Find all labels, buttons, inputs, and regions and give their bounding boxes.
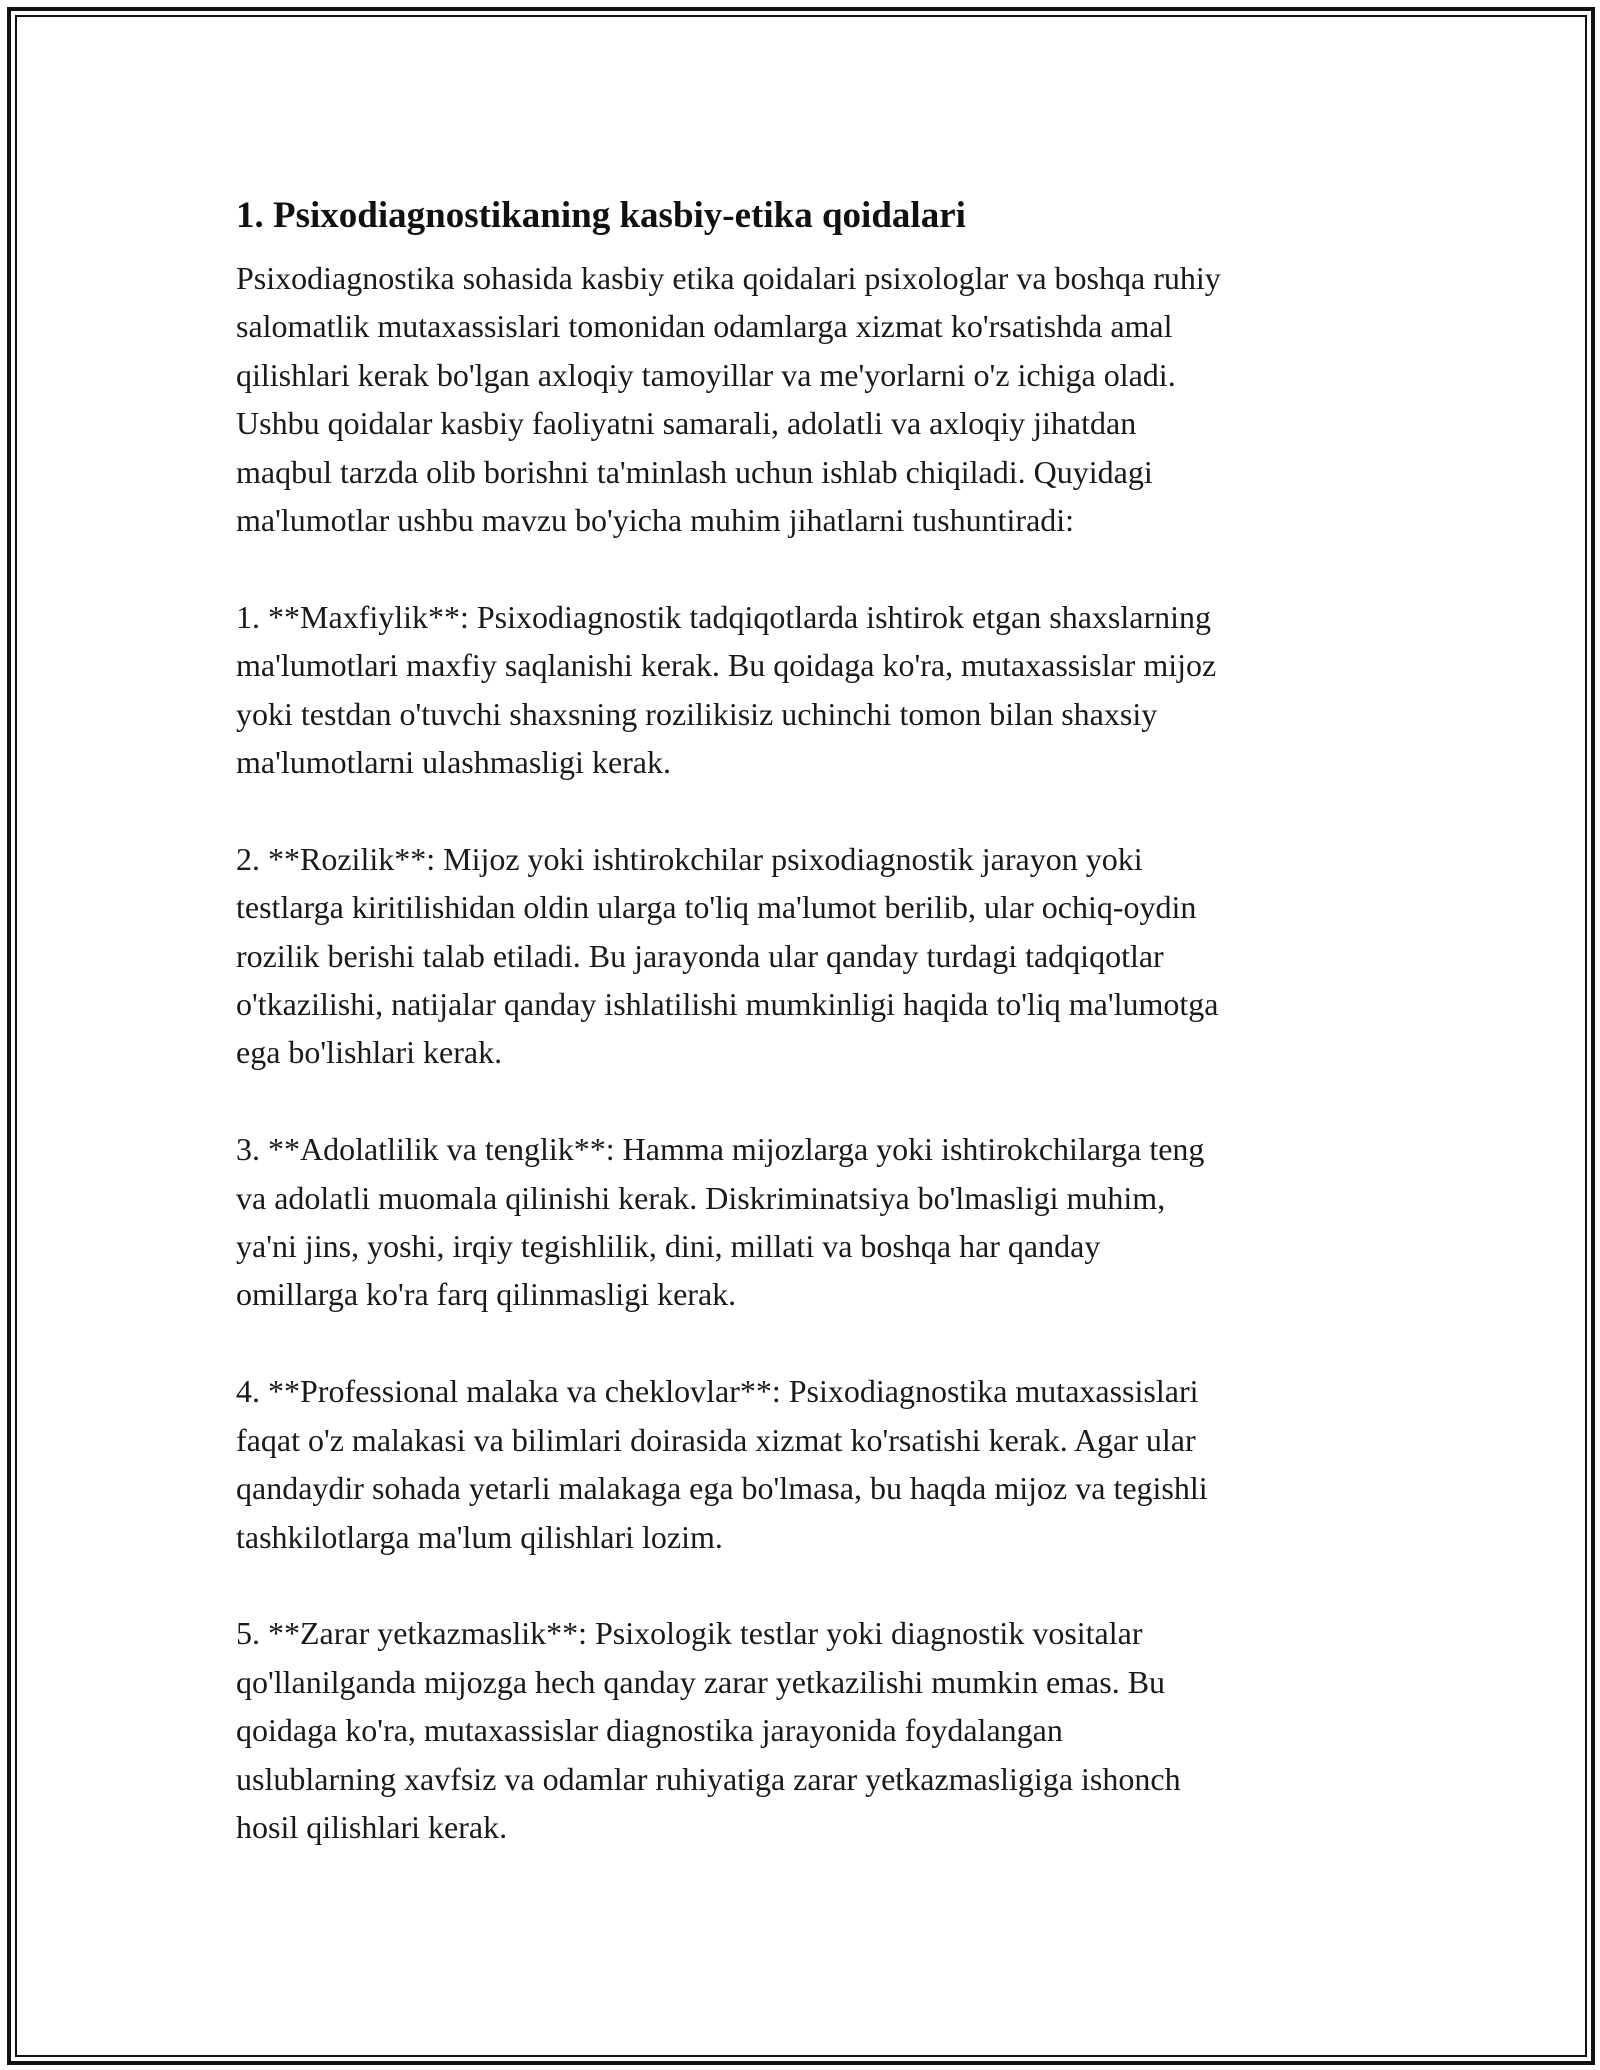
document-body xyxy=(236,186,1376,1851)
paragraph-line: ega bo'lishlari kerak. xyxy=(236,1034,503,1071)
paragraph-line: qoidaga ko'ra, mutaxassislar diagnostika jarayonida foydalangan xyxy=(236,1712,1063,1749)
paragraph-line: 4. **Professional malaka va cheklovlar**: Psixodiagnostika mutaxassislari xyxy=(236,1373,1199,1410)
paragraph-line: o'tkazilishi, natijalar qanday ishlatilishi mumkinligi haqida to'liq ma'lumotga xyxy=(236,986,1219,1023)
paragraph-line: qilishlari kerak bo'lgan axloqiy tamoyillar va me'yorlarni o'z ichiga oladi. xyxy=(236,356,1176,393)
rule-zarar-yetkazmaslik-paragraph xyxy=(236,1609,1376,1851)
paragraph-line: Ushbu qoidalar kasbiy faoliyatni samarali, adolatli va axloqiy jihatdan xyxy=(236,405,1137,442)
paragraph-line: va adolatli muomala qilinishi kerak. Diskriminatsiya bo'lmasligi muhim, xyxy=(236,1179,1166,1216)
title-spacer xyxy=(236,246,1376,254)
paragraph-line: yoki testdan o'tuvchi shaxsning rozilikisiz uchinchi tomon bilan shaxsiy xyxy=(236,695,1158,732)
rule-rozilik-paragraph xyxy=(236,835,1376,1077)
rule-adolatlilik-paragraph xyxy=(236,1125,1376,1319)
paragraph-line: omillarga ko'ra farq qilinmasligi kerak. xyxy=(236,1276,737,1313)
paragraph-line: hosil qilishlari kerak. xyxy=(236,1808,508,1845)
paragraph-spacer xyxy=(236,1319,1376,1367)
paragraph-line: 1. **Maxfiylik**: Psixodiagnostik tadqiqotlarda ishtirok etgan shaxslarning xyxy=(236,598,1211,635)
paragraph-line: ma'lumotlari maxfiy saqlanishi kerak. Bu qoidaga ko'ra, mutaxassislar mijoz xyxy=(236,647,1217,684)
paragraph-line: ma'lumotlar ushbu mavzu bo'yicha muhim jihatlarni tushuntiradi: xyxy=(236,502,1075,539)
paragraph-line: Psixodiagnostika sohasida kasbiy etika qoidalari psixologlar va boshqa ruhiy xyxy=(236,260,1221,296)
paragraph-line: ma'lumotlarni ulashmasligi kerak. xyxy=(236,744,671,781)
paragraph-line: testlarga kiritilishidan oldin ularga to'liq ma'lumot berilib, ular ochiq-oydin xyxy=(236,889,1197,926)
paragraph-line: 2. **Rozilik**: Mijoz yoki ishtirokchilar psixodiagnostik jarayon yoki xyxy=(236,840,1143,877)
paragraph-line: qo'llanilganda mijozga hech qanday zarar yetkazilishi mumkin emas. Bu xyxy=(236,1663,1166,1700)
paragraph-line: faqat o'z malakasi va bilimlari doirasida xizmat ko'rsatishi kerak. Agar ular xyxy=(236,1421,1196,1458)
paragraph-spacer xyxy=(236,1077,1376,1125)
paragraph-line: tashkilotlarga ma'lum qilishlari lozim. xyxy=(236,1518,723,1555)
rule-professional-malaka-paragraph xyxy=(236,1367,1376,1561)
paragraph-line: 3. **Adolatlilik va tenglik**: Hamma mijozlarga yoki ishtirokchilarga teng xyxy=(236,1131,1205,1168)
paragraph-spacer xyxy=(236,786,1376,834)
paragraph-spacer xyxy=(236,1561,1376,1609)
paragraph-line: rozilik berishi talab etiladi. Bu jarayonda ular qanday turdagi tadqiqotlar xyxy=(236,937,1164,974)
paragraph-line: uslublarning xavfsiz va odamlar ruhiyatiga zarar yetkazmasligiga ishonch xyxy=(236,1760,1181,1797)
intro-paragraph xyxy=(236,254,1376,544)
paragraph-line: 5. **Zarar yetkazmaslik**: Psixologik testlar yoki diagnostik vositalar xyxy=(236,1615,1143,1652)
paragraph-line: qandaydir sohada yetarli malakaga ega bo'lmasa, bu haqda mijoz va tegishli xyxy=(236,1470,1208,1507)
paragraph-line: maqbul tarzda olib borishni ta'minlash uchun ishlab chiqiladi. Quyidagi xyxy=(236,453,1153,490)
document-title: 1. Psixodiagnostikaning kasbiy-etika qoidalari xyxy=(236,195,966,236)
paragraph-line: ya'ni jins, yoshi, irqiy tegishlilik, dini, millati va boshqa har qanday xyxy=(236,1228,1101,1265)
paragraph-line: salomatlik mutaxassislari tomonidan odamlarga xizmat ko'rsatishda amal xyxy=(236,308,1173,345)
paragraph-spacer xyxy=(236,544,1376,592)
rule-maxfiylik-paragraph xyxy=(236,593,1376,787)
